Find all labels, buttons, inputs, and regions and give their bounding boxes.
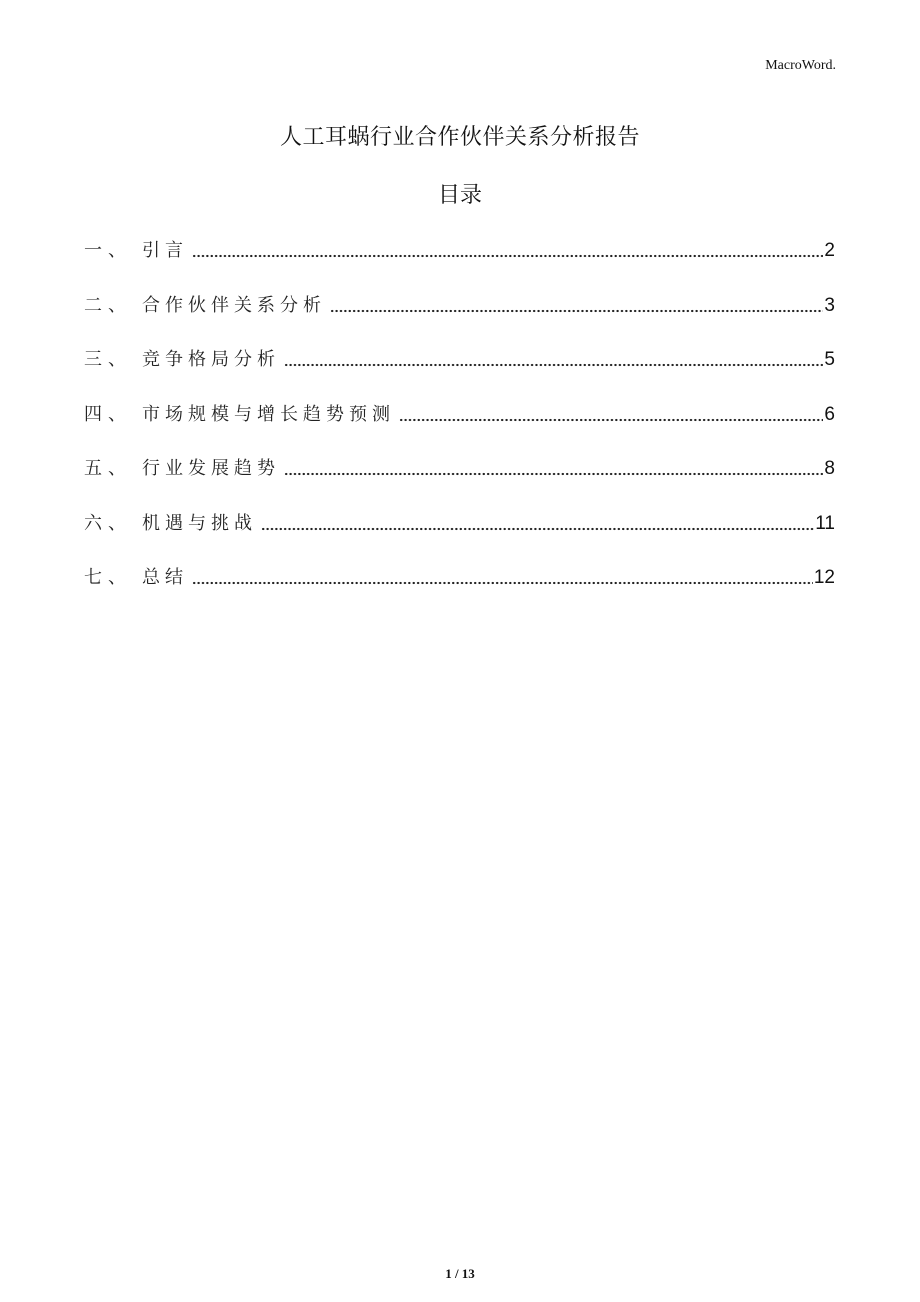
- toc-entry-number: 七、: [84, 567, 132, 588]
- dot-leader: [330, 293, 823, 313]
- table-of-contents: [84, 236, 835, 618]
- toc-entry-label: 行业发展趋势: [142, 458, 280, 479]
- toc-entry-label: 机遇与挑战: [142, 512, 257, 534]
- toc-heading: 目录: [437, 183, 482, 208]
- toc-entry-competition[interactable]: [84, 345, 835, 400]
- dot-leader: [284, 347, 823, 367]
- dot-leader: [192, 238, 823, 258]
- toc-entry-label: 引言: [142, 240, 188, 261]
- toc-entry-page: 11: [815, 512, 835, 534]
- toc-entry-number: 六、: [84, 512, 132, 534]
- header-watermark: MacroWord.: [765, 58, 836, 73]
- page-number: 1 / 13: [445, 1266, 475, 1281]
- toc-entry-page: 8: [824, 458, 835, 479]
- dot-leader: [399, 402, 823, 422]
- toc-entry-label: 总结: [142, 567, 188, 588]
- toc-entry-page: 12: [813, 567, 835, 588]
- toc-entry-number: 四、: [84, 403, 132, 425]
- toc-entry-number: 二、: [84, 294, 132, 316]
- toc-entry-industry-trends[interactable]: [84, 454, 835, 509]
- toc-entry-partnership-analysis[interactable]: [84, 291, 835, 346]
- toc-entry-market-forecast[interactable]: [84, 400, 835, 455]
- toc-entry-page: 5: [824, 349, 835, 370]
- toc-entry-page: 3: [824, 294, 835, 316]
- toc-entry-label: 竞争格局分析: [142, 349, 280, 370]
- toc-entry-label: 市场规模与增长趋势预测: [142, 403, 395, 425]
- toc-entry-page: 2: [824, 240, 835, 261]
- dot-leader: [284, 456, 823, 476]
- toc-entry-number: 一、: [84, 240, 132, 261]
- toc-entry-intro[interactable]: [84, 236, 835, 291]
- dot-leader: [192, 565, 813, 585]
- toc-entry-number: 五、: [84, 458, 132, 479]
- toc-entry-summary[interactable]: [84, 563, 835, 618]
- document-title: 人工耳蜗行业合作伙伴关系分析报告: [279, 125, 640, 150]
- toc-entry-label: 合作伙伴关系分析: [142, 294, 326, 316]
- toc-entry-opportunities-challenges[interactable]: [84, 509, 835, 564]
- toc-entry-number: 三、: [84, 349, 132, 370]
- dot-leader: [261, 511, 814, 531]
- toc-entry-page: 6: [824, 403, 835, 425]
